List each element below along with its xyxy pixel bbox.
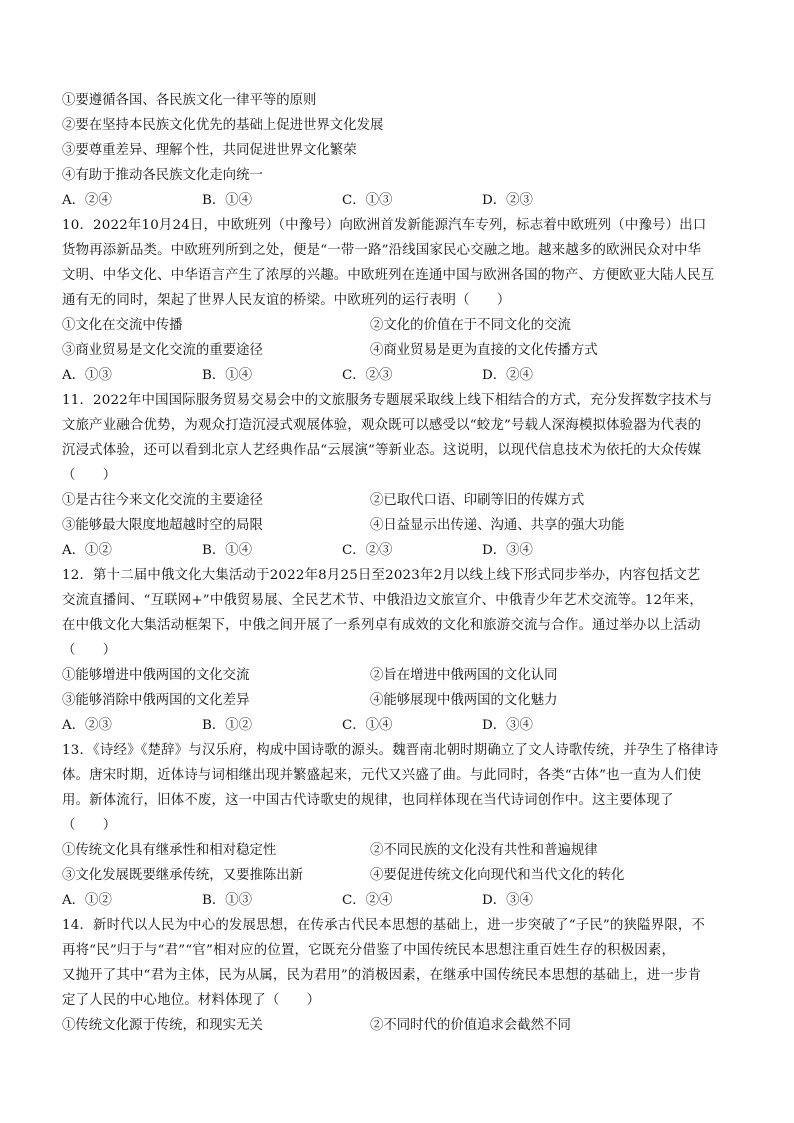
statement: ③能够消除中俄两国的文化差异 bbox=[62, 693, 250, 708]
stem-line: 11．2022年中国国际服务贸易交易会中的文旅服务专题展采取线上线下相结合的方式，充分发挥数字技术与 bbox=[62, 393, 713, 408]
statement: ①是古往今来文化交流的主要途径 bbox=[62, 493, 263, 508]
stem-line: 用。新体流行，旧体不废，这一中国古代诗歌史的规律，也同样体现在当代诗词创作中。这主要体现了 bbox=[62, 793, 674, 808]
option-b: B．①③ bbox=[202, 893, 253, 908]
stem-line: 定了人民的中心地位。材料体现了（ ） bbox=[62, 993, 321, 1008]
stem-line: （ ） bbox=[62, 818, 117, 833]
statement: ③要尊重差异、理解个性，共同促进世界文化繁荣 bbox=[62, 143, 357, 158]
option-b: B．①④ bbox=[202, 543, 253, 558]
stem-line: 体。唐宋时期，近体诗与词相继出现并繁盛起来，元代又兴盛了曲。与此同时，各类“古体”也一直为人们使 bbox=[62, 768, 702, 783]
option-a: A．①③ bbox=[62, 368, 112, 383]
statement-row bbox=[62, 313, 738, 338]
statement: ④商业贸易是更为直接的文化传播方式 bbox=[370, 343, 598, 358]
statement-row bbox=[62, 863, 738, 888]
option-a: A．②③ bbox=[62, 718, 112, 733]
statement: ②旨在增进中俄两国的文化认同 bbox=[370, 668, 558, 683]
stem-line: 货物再添新品类。中欧班列所到之处，便是“一带一路”沿线国家民心交融之地。越来越多的欧洲民众对中华 bbox=[62, 243, 702, 258]
statement: ③商业贸易是文化交流的重要途径 bbox=[62, 343, 263, 358]
statement: ①传统文化源于传统，和现实无关 bbox=[62, 1018, 263, 1033]
answer-options bbox=[62, 188, 738, 213]
option-c: C．②③ bbox=[342, 368, 393, 383]
question-stem bbox=[62, 213, 738, 313]
answer-options bbox=[62, 538, 738, 563]
statement-row bbox=[62, 338, 738, 363]
statement: ①文化在交流中传播 bbox=[62, 318, 183, 333]
option-d: D．③④ bbox=[482, 893, 533, 908]
statement: ①能够增进中俄两国的文化交流 bbox=[62, 668, 250, 683]
prev-question bbox=[62, 88, 738, 213]
statement-row bbox=[62, 663, 738, 688]
statement: ①传统文化具有继承性和相对稳定性 bbox=[62, 843, 277, 858]
stem-line: 通有无的同时，架起了世界人民友谊的桥梁。中欧班列的运行表明（ ） bbox=[62, 293, 511, 308]
stem-line: 13．《诗经》《楚辞》与汉乐府，构成中国诗歌的源头。魏晋南北朝时期确立了文人诗歌传统，并孕生了格律诗 bbox=[62, 743, 719, 758]
statement: ④日益显示出传递、沟通、共享的强大功能 bbox=[370, 518, 625, 533]
question-stem bbox=[62, 388, 738, 488]
stem-line: 10．2022年10月24日，中欧班列（中豫号）向欧洲首发新能源汽车专列，标志着中欧班列（中豫号）出口 bbox=[62, 218, 707, 233]
stem-line: （ ） bbox=[62, 643, 117, 658]
stem-line: 文明、中华文化、中华语言产生了浓厚的兴趣。中欧班列在连通中国与欧洲各国的物产、方便欧亚大陆人民互 bbox=[62, 268, 715, 283]
option-a: A．①② bbox=[62, 543, 112, 558]
option-c: C．①④ bbox=[342, 718, 393, 733]
option-d: D．③④ bbox=[482, 718, 533, 733]
statement: ④要促进传统文化向现代和当代文化的转化 bbox=[370, 868, 625, 883]
option-c: C．②④ bbox=[342, 893, 393, 908]
option-b: B．①④ bbox=[202, 368, 253, 383]
question-10 bbox=[62, 213, 738, 388]
exam-page bbox=[62, 88, 738, 1038]
option-a: A．①② bbox=[62, 893, 112, 908]
statement-row bbox=[62, 1013, 738, 1038]
answer-options bbox=[62, 363, 738, 388]
option-c: C．②③ bbox=[342, 543, 393, 558]
stem-line: 在中俄文化大集活动框架下，中俄之间开展了一系列卓有成效的文化和旅游交流与合作。通过举办以上活动 bbox=[62, 618, 701, 633]
option-a: A．②④ bbox=[62, 193, 112, 208]
stem-line: 沉浸式体验，还可以看到北京人艺经典作品“云展演”等新业态。这说明，以现代信息技术为依托的大众传媒 bbox=[62, 443, 702, 458]
statement-row bbox=[62, 838, 738, 863]
question-stem bbox=[62, 563, 738, 663]
statement-row bbox=[62, 688, 738, 713]
statement: ②不同时代的价值追求会截然不同 bbox=[370, 1018, 571, 1033]
statement: ④有助于推动各民族文化走向统一 bbox=[62, 168, 263, 183]
statement: ③能够最大限度地超越时空的局限 bbox=[62, 518, 263, 533]
statement-row bbox=[62, 488, 738, 513]
question-11 bbox=[62, 388, 738, 563]
question-12 bbox=[62, 563, 738, 738]
answer-options bbox=[62, 713, 738, 738]
statement: ①要遵循各国、各民族文化一律平等的原则 bbox=[62, 93, 317, 108]
question-stem bbox=[62, 738, 738, 838]
option-d: D．②③ bbox=[482, 193, 533, 208]
stem-line: 14．新时代以人民为中心的发展思想，在传承古代民本思想的基础上，进一步突破了“子民”的狭隘界限，不 bbox=[62, 918, 706, 933]
statement: ④能够展现中俄两国的文化魅力 bbox=[370, 693, 558, 708]
question-13 bbox=[62, 738, 738, 913]
statement: ②要在坚持本民族文化优先的基础上促进世界文化发展 bbox=[62, 118, 384, 133]
question-14 bbox=[62, 913, 738, 1038]
stem-line: （ ） bbox=[62, 468, 117, 483]
answer-options bbox=[62, 888, 738, 913]
stem-line: 12．第十二届中俄文化大集活动于2022年8月25日至2023年2月以线上线下形式同步举办，内容包括文艺 bbox=[62, 568, 701, 583]
statement-row bbox=[62, 513, 738, 538]
option-b: B．①② bbox=[202, 718, 253, 733]
statement: ②已取代口语、印刷等旧的传媒方式 bbox=[370, 493, 585, 508]
question-stem bbox=[62, 913, 738, 1013]
stem-line: 再将“民”归于与“君”“官”相对应的位置，它既充分借鉴了中国传统民本思想注重百姓生存的积极因素， bbox=[62, 943, 676, 958]
option-d: D．②④ bbox=[482, 368, 533, 383]
stem-line: 交流直播间、“互联网+”中俄贸易展、全民艺术节、中俄沿边文旅宣介、中俄青少年艺术交流等。12年来， bbox=[62, 593, 703, 608]
option-b: B．①④ bbox=[202, 193, 253, 208]
stem-line: 文旅产业融合优势，为观众打造沉浸式观展体验，观众既可以感受以“蛟龙”号载人深海模拟体验器为代表的 bbox=[62, 418, 702, 433]
statement: ③文化发展既要继承传统，又要推陈出新 bbox=[62, 868, 304, 883]
option-d: D．③④ bbox=[482, 543, 533, 558]
statement: ②文化的价值在于不同文化的交流 bbox=[370, 318, 571, 333]
statement: ②不同民族的文化没有共性和普遍规律 bbox=[370, 843, 598, 858]
option-c: C．①③ bbox=[342, 193, 393, 208]
stem-line: 又抛开了其中“君为主体，民为从属，民为君用”的消极因素，在继承中国传统民本思想的基础上，进一步肯 bbox=[62, 968, 702, 983]
